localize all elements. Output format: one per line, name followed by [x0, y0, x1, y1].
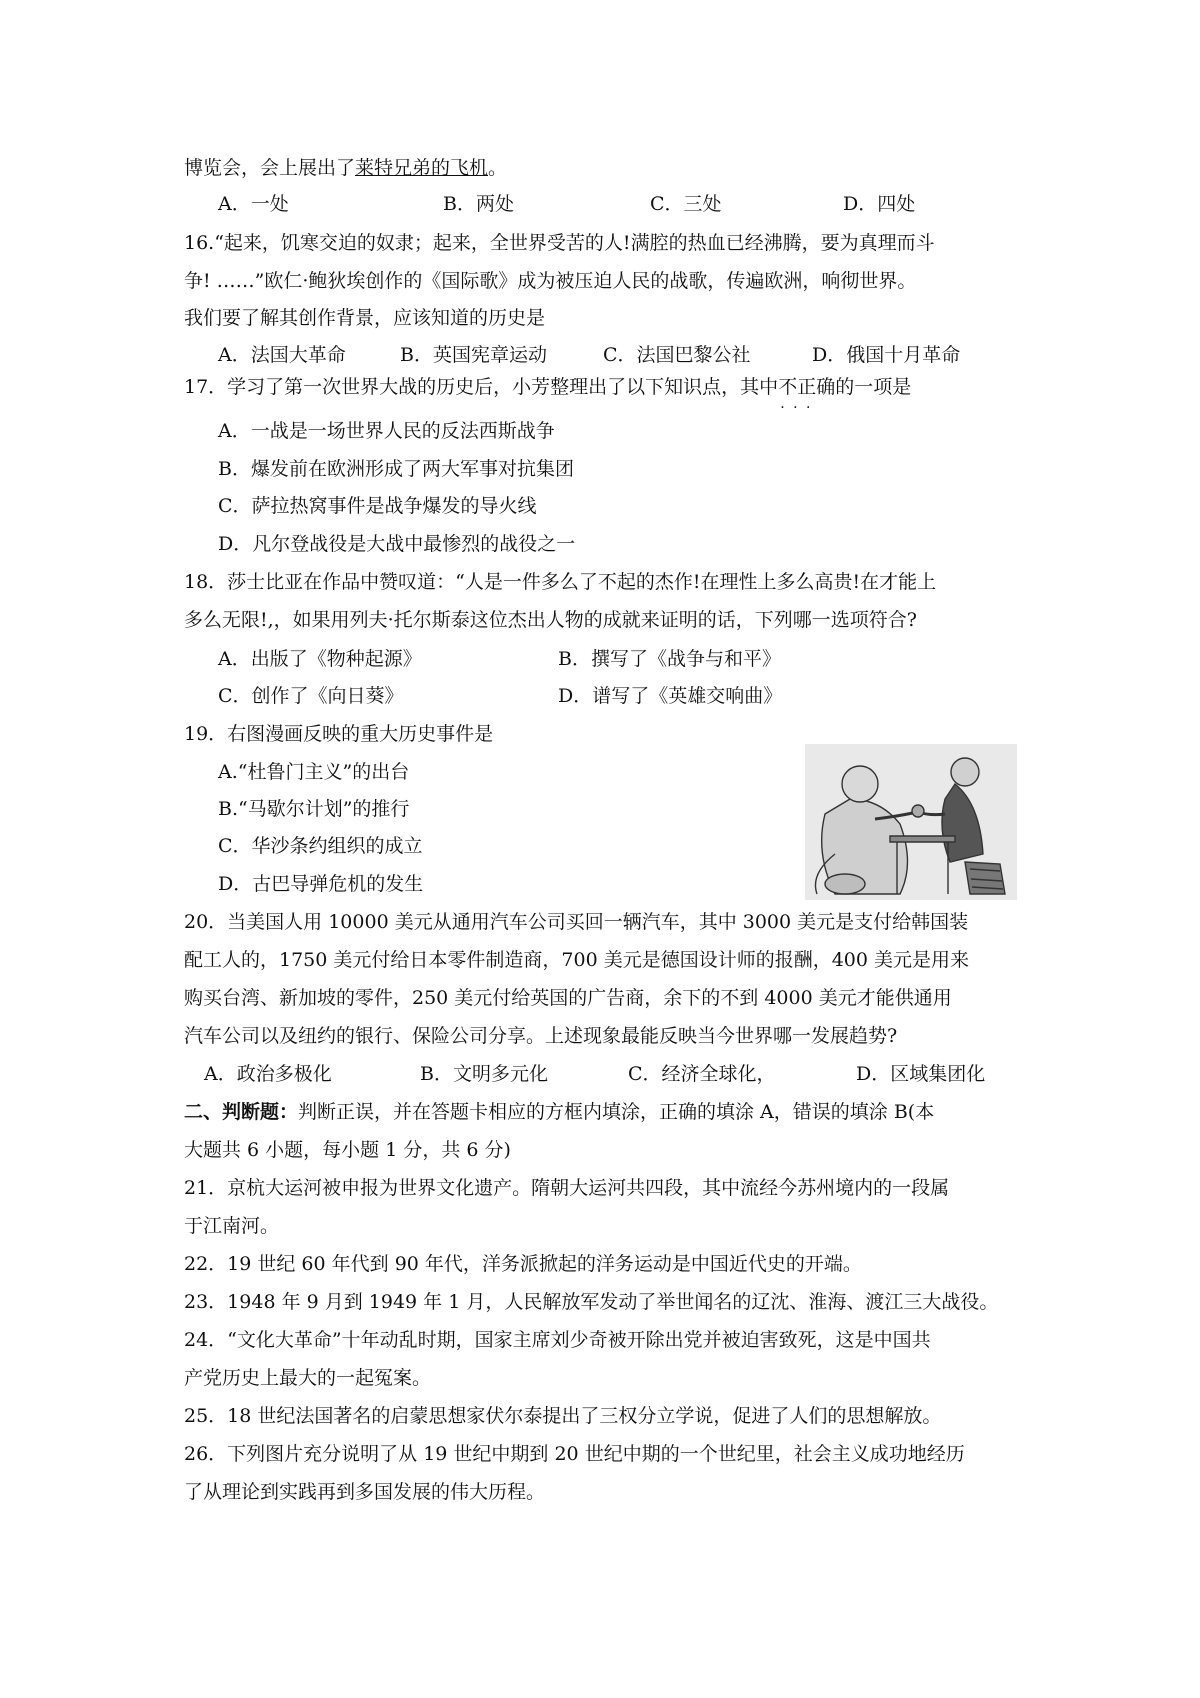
section2-instructions-1: 判断正误，并在答题卡相应的方框内填涂，正确的填涂 A，错误的填涂 B(本	[298, 1101, 935, 1123]
q22-line: 22．19 世纪 60 年代到 90 年代，洋务派掀起的洋务运动是中国近代史的开端。	[184, 1253, 862, 1275]
q16-stem-line-2: 争! ……”欧仁·鲍狄埃创作的《国际歌》成为被压迫人民的战歌，传遍欧洲，响彻世界。	[184, 270, 917, 292]
q20-stem-line-2: 配工人的，1750 美元付给日本零件制造商，700 美元是德国设计师的报酬，400 美元是用来	[184, 949, 970, 971]
section2-heading: 二、判断题：	[184, 1101, 299, 1123]
q20-stem-line-3: 购买台湾、新加坡的零件，250 美元付给英国的广告商，余下的不到 4000 美元才能供通用	[184, 987, 952, 1009]
q15-tail-text-a: 博览会，会上展出了	[184, 157, 356, 179]
q18-option-b: B．撰写了《战争与和平》	[558, 648, 781, 670]
q16-option-d: D．俄国十月革命	[812, 344, 961, 366]
q16-stem-line-1: 16.“起来，饥寒交迫的奴隶；起来，全世界受苦的人!满腔的热血已经沸腾，要为真理而斗	[184, 232, 935, 254]
arm-wrestling-cartoon-image	[805, 744, 1017, 900]
q17-stem	[184, 375, 911, 399]
q15-option-d: D．四处	[843, 193, 916, 215]
q17-option-c: C．萨拉热窝事件是战争爆发的导火线	[218, 495, 537, 517]
q20-option-c: C．经济全球化，	[628, 1063, 776, 1085]
q17-emphasized-text: 不正确 · · ·	[778, 376, 835, 398]
q18-stem-line-2: 多么无限!,，如果用列夫·托尔斯泰这位杰出人物的成就来证明的话，下列哪一选项符合?	[184, 609, 917, 631]
q20-option-b: B．文明多元化	[420, 1063, 548, 1085]
q18-option-a: A．出版了《物种起源》	[218, 648, 422, 670]
q21-line-1: 21．京杭大运河被申报为世界文化遗产。隋朝大运河共四段，其中流经今苏州境内的一段属	[184, 1177, 950, 1199]
q17-stem-text-b: 的一项是	[835, 376, 912, 398]
q24-line-2: 产党历史上最大的一起冤案。	[184, 1367, 432, 1389]
q19-option-a: A.“杜鲁门主义”的出台	[218, 761, 410, 783]
q26-line-2: 了从理论到实践再到多国发展的伟大历程。	[184, 1481, 546, 1503]
q15-underlined-text: 莱特兄弟的飞机	[355, 157, 489, 179]
q16-option-a: A．法国大革命	[218, 344, 346, 366]
q17-option-a: A．一战是一场世界人民的反法西斯战争	[218, 420, 555, 442]
q20-stem-line-4: 汽车公司以及纽约的银行、保险公司分享。上述现象最能反映当今世界哪一发展趋势?	[184, 1025, 898, 1047]
q17-option-d: D．凡尔登战役是大战中最惨烈的战役之一	[218, 533, 576, 555]
q18-option-d: D．谱写了《英雄交响曲》	[558, 685, 783, 707]
q18-stem-line-1: 18．莎士比亚在作品中赞叹道：“人是一件多么了不起的杰作!在理性上多么高贵!在才能上	[184, 571, 937, 593]
q20-option-d: D．区域集团化	[856, 1063, 986, 1085]
q17-stem-text-a: 17．学习了第一次世界大战的历史后，小芳整理出了以下知识点，其中	[184, 376, 779, 398]
section2-instructions-2: 大题共 6 小题，每小题 1 分，共 6 分)	[184, 1139, 511, 1161]
q16-option-b: B．英国宪章运动	[400, 344, 547, 366]
q17-option-b: B．爆发前在欧洲形成了两大军事对抗集团	[218, 458, 574, 480]
q15-option-a: A．一处	[218, 193, 289, 215]
q15-option-b: B．两处	[443, 193, 514, 215]
q24-line-1: 24．“文化大革命”十年动乱时期，国家主席刘少奇被开除出党并被迫害致死，这是中国共	[184, 1329, 931, 1351]
q19-stem: 19．右图漫画反映的重大历史事件是	[184, 723, 494, 745]
q18-option-c: C．创作了《向日葵》	[218, 685, 404, 707]
q16-option-c: C．法国巴黎公社	[603, 344, 751, 366]
q19-option-d: D．古巴导弹危机的发生	[218, 873, 424, 895]
q15-tail-line	[184, 156, 507, 180]
q16-stem-line-3: 我们要了解其创作背景，应该知道的历史是	[184, 307, 546, 329]
q25-line: 25．18 世纪法国著名的启蒙思想家伏尔泰提出了三权分立学说，促进了人们的思想解放。	[184, 1405, 942, 1427]
q20-stem-line-1: 20．当美国人用 10000 美元从通用汽车公司买回一辆汽车，其中 3000 美元是支付给韩国装	[184, 911, 969, 933]
q19-option-c: C．华沙条约组织的成立	[218, 835, 423, 857]
q23-line: 23．1948 年 9 月到 1949 年 1 月，人民解放军发动了举世闻名的辽沈、淮海、渡江三大战役。	[184, 1291, 999, 1313]
q19-option-b: B.“马歇尔计划”的推行	[218, 798, 410, 820]
q20-option-a: A．政治多极化	[204, 1063, 332, 1085]
q26-line-1: 26．下列图片充分说明了从 19 世纪中期到 20 世纪中期的一个世纪里，社会主义成功地经历	[184, 1443, 965, 1465]
q15-tail-text-b: 。	[488, 157, 508, 179]
q15-option-c: C．三处	[650, 193, 722, 215]
q21-line-2: 于江南河。	[184, 1215, 280, 1237]
section2-heading-line	[184, 1100, 934, 1124]
